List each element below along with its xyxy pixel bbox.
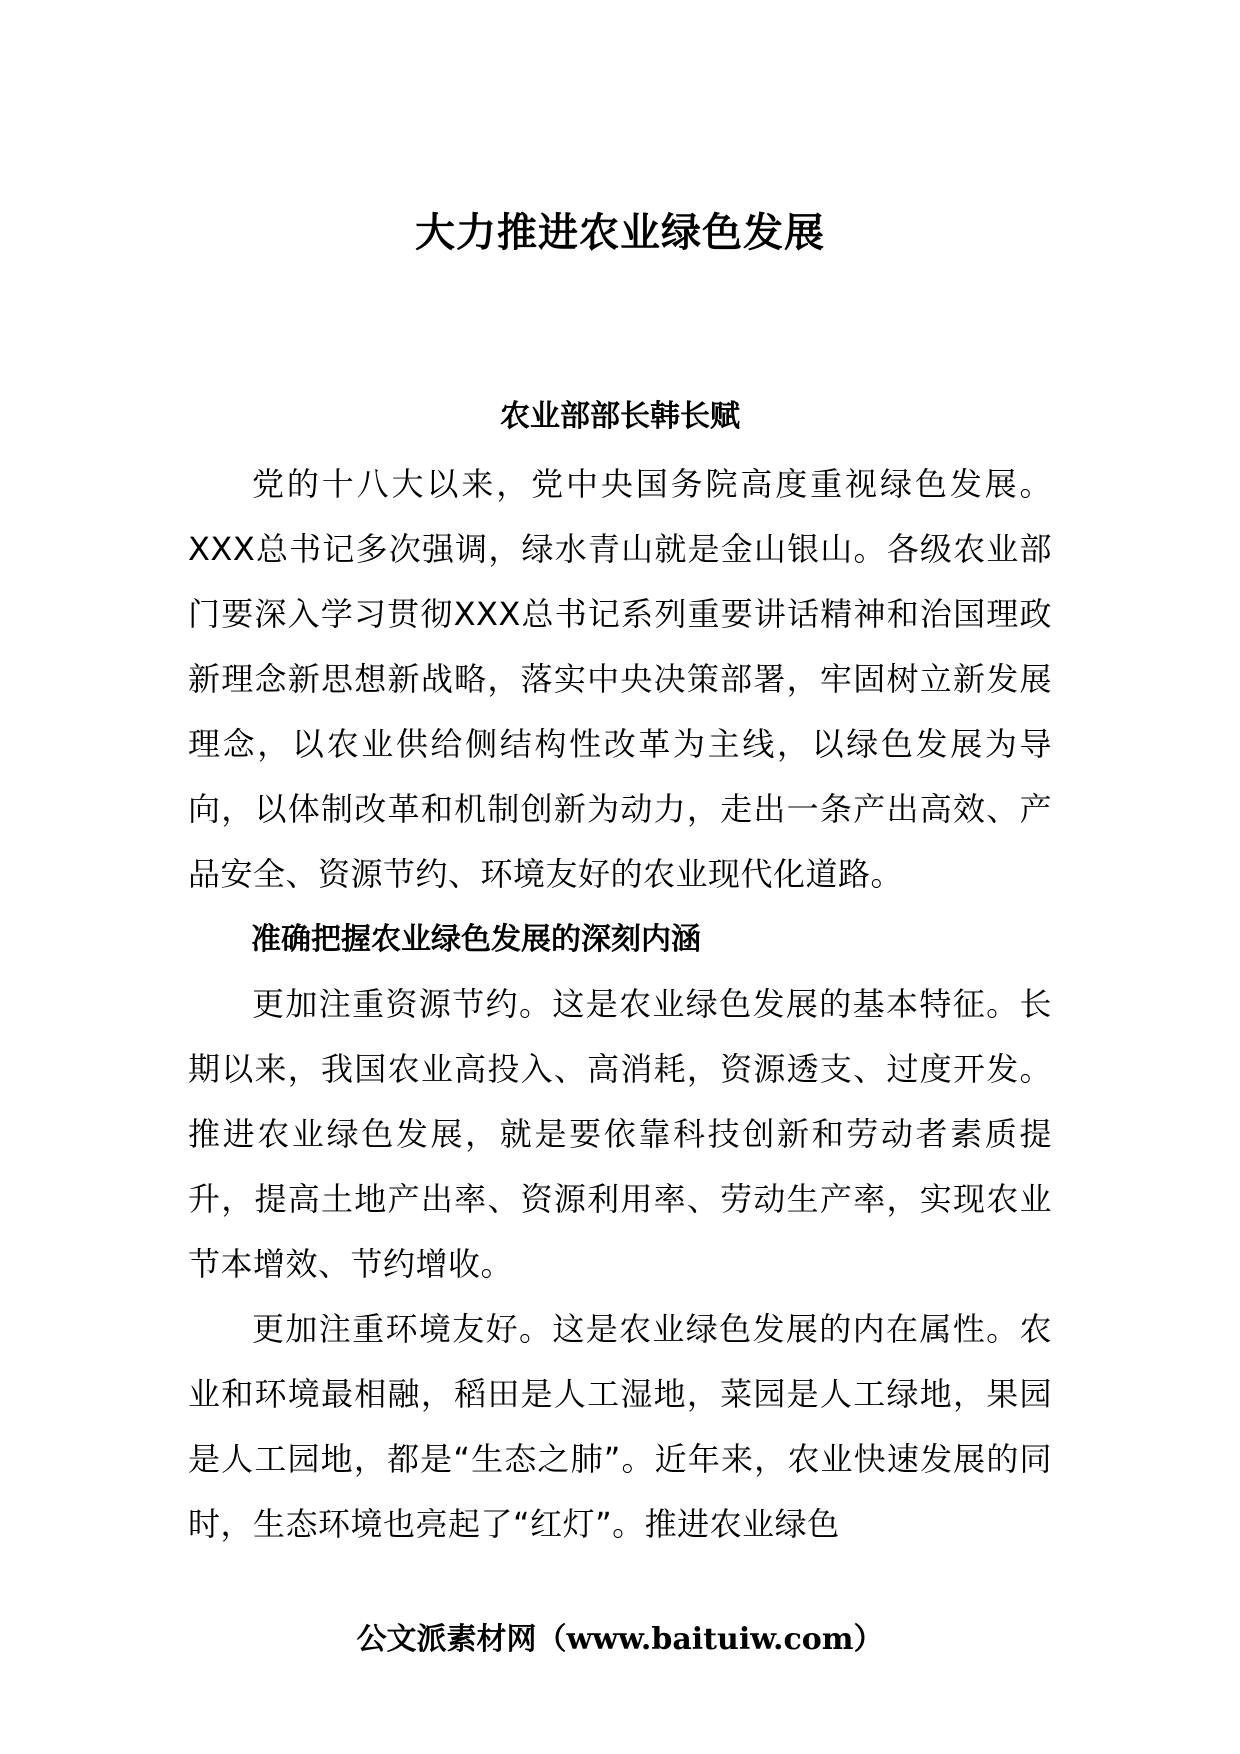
- document-author: 农业部部长韩长赋: [500, 399, 740, 434]
- document-body: [188, 452, 1052, 1557]
- paragraph-resource-saving: 更加注重资源节约。这是农业绿色发展的基本特征。长期以来，我国农业高投入、高消耗，资源透支、过度开发。推进农业绿色发展，就是要依靠科技创新和劳动者素质提升，提高土地产出率、资源利用率、劳动生产率，实现农业节本增效、节约增收。: [188, 985, 1052, 1283]
- paragraph-intro: 党的十八大以来，党中央国务院高度重视绿色发展。XXX总书记多次强调，绿水青山就是金山银山。各级农业部门要深入学习贯彻XXX总书记系列重要讲话精神和治国理政新理念新思想新战略，落实中央决策部署，牢固树立新发展理念，以农业供给侧结构性改革为主线，以绿色发展为导向，以体制改革和机制创新为动力，走出一条产出高效、产品安全、资源节约、环境友好的农业现代化道路。: [188, 465, 1052, 893]
- section-heading: 准确把握农业绿色发展的深刻内涵: [251, 922, 701, 957]
- paragraph-environment-friendly: 更加注重环境友好。这是农业绿色发展的内在属性。农业和环境最相融，稻田是人工湿地，菜园是人工绿地，果园是人工园地，都是“生态之肺”。近年来，农业快速发展的同时，生态环境也亮起了“红灯”。推进农业绿色: [188, 1310, 1052, 1543]
- footer-watermark: 公文派素材网（www.baituiw.com）: [356, 1622, 884, 1657]
- document-title: 大力推进农业绿色发展: [415, 210, 825, 256]
